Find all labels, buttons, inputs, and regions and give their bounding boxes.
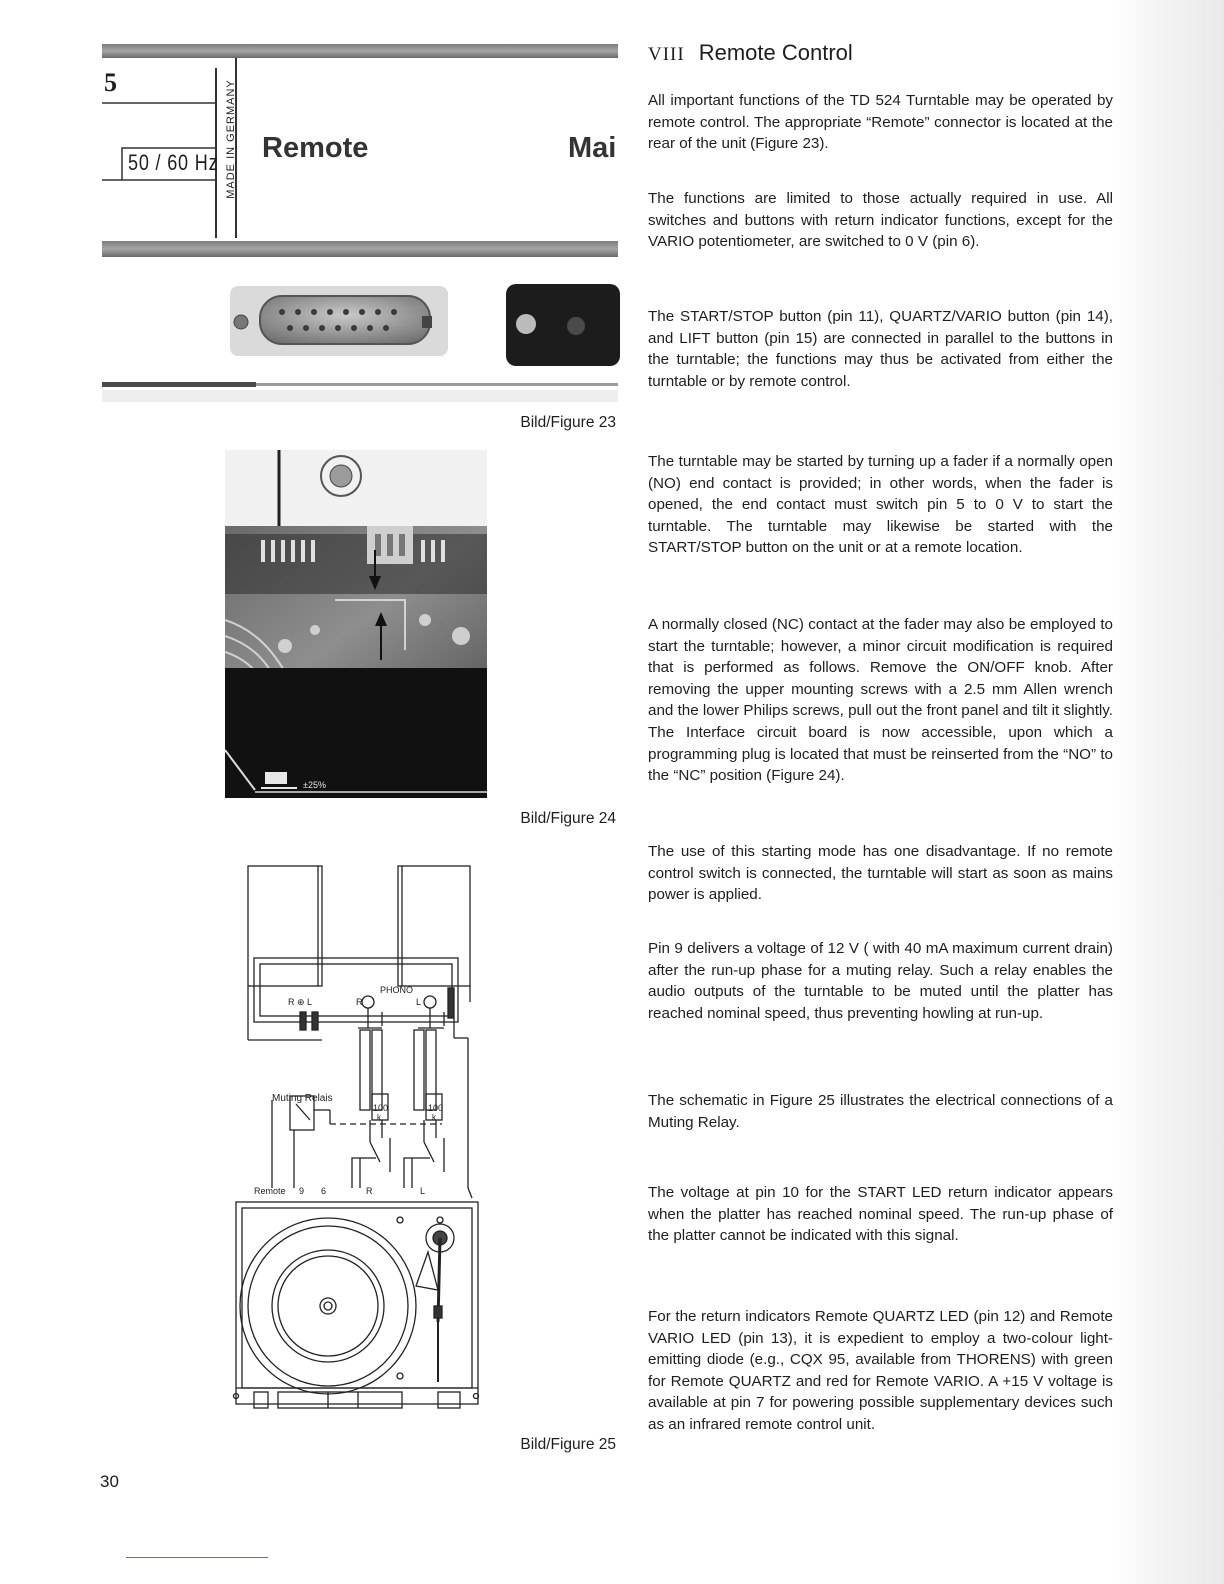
phono-r-label: R: [356, 997, 363, 1007]
paragraph-schematic: The schematic in Figure 25 illustrates the electrical connections of a Muting Relay.: [648, 1092, 1113, 1131]
remote-connector-schematic-label: Remote: [254, 1186, 286, 1196]
resistor-right-value: 100: [428, 1103, 444, 1113]
speaker-rl-label: R ⊕ L: [288, 997, 313, 1007]
made-in-germany-label-wrap: [222, 74, 240, 204]
remote-connector-label: Remote: [262, 132, 369, 164]
paragraph-buttons: The START/STOP button (pin 11), QUARTZ/VARIO button (pin 14), and LIFT button (pin 15) are connected in parallel to the buttons in the turntable; the functions may thus be activated from either the turntable or by remote control.: [648, 308, 1113, 390]
pin-6-label: 6: [321, 1186, 327, 1196]
figure-25-caption: Bild/Figure 25: [520, 1436, 616, 1453]
right-speaker-box: [398, 866, 470, 986]
figure-24-photo: [225, 450, 487, 798]
page-number: 30: [100, 1472, 119, 1491]
paragraph-return-indicators: For the return indicators Remote QUARTZ LED (pin 12) and Remote VARIO LED (pin 13), it is expedient to employ a two-colour light-emitting diode (e.g., CQX 95, available from THORENS) with green for Remote QUARTZ and red for Remote VARIO. A +15 V voltage is available at pin 7 for powering possible supplementary devices such as an infrared remote control unit.: [648, 1308, 1113, 1433]
section-number: VIII: [648, 44, 685, 65]
resistor-left-unit: k: [377, 1113, 381, 1122]
phono-label: PHONO: [380, 985, 414, 995]
figure-23-caption: Bild/Figure 23: [520, 414, 616, 431]
paragraph-fader-no: The turntable may be started by turning up a fader if a normally open (NO) end contact is provided; in other words, when the fader is opened, the end contact must switch pin 5 to 0 V to start the turntable. The turntable may likewise be started with the START/STOP button on the unit or at a remote location.: [648, 453, 1113, 557]
frequency-label: 50 / 60 Hz: [128, 150, 219, 175]
phono-l-label: L: [416, 997, 422, 1007]
paragraph-start-led: The voltage at pin 10 for the START LED return indicator appears when the platter has reached nominal speed. The run-up phase of the platter cannot be indicated with this signal.: [648, 1184, 1113, 1245]
paragraph-fader-nc: A normally closed (NC) contact at the fader may also be employed to start the turntable; however, a minor circuit modification is required that is performed as follows. Remove the ON/OFF knob. After removing the upper mounting screws with a 2.5 mm Allen wrench and the lower Philips screws, pull out the front panel and tilt it slightly. The Interface circuit board is now accessible, upon which a programming plug is located that must be reinserted from the “NO” to the “NC” position (Figure 24).: [648, 616, 1113, 785]
resistor-left-value: 100: [373, 1103, 389, 1113]
figure-23-photo: [100, 40, 620, 412]
pin-9-label: 9: [299, 1186, 305, 1196]
paragraph-pin9: Pin 9 delivers a voltage of 12 V ( with 40 mA maximum current drain) after the run-up phase for a muting relay. Such a relay enables the audio outputs of the turntable to be muted until the platter has reached nominal speed, thus preventing howling at run-up.: [648, 940, 1113, 1022]
figure-23-panel-fragment: 5: [104, 68, 117, 97]
section-title: Remote Control: [698, 40, 853, 65]
page-edge-shadow: [1112, 0, 1224, 1584]
left-speaker-box: [248, 866, 322, 986]
section-heading: [648, 40, 853, 66]
output-r-label: R: [366, 1186, 373, 1196]
footer-rule: [126, 1557, 268, 1558]
output-l-label: L: [420, 1186, 426, 1196]
pitch-range-label: ±25%: [303, 780, 326, 790]
paragraph-functions: The functions are limited to those actually required in use. All switches and buttons with return indicator functions, except for the VARIO potentiometer, are switched to 0 V (pin 6).: [648, 190, 1113, 251]
paragraph-disadvantage: The use of this starting mode has one disadvantage. If no remote control switch is connected, the turntable will start as soon as mains power is applied.: [648, 843, 1113, 904]
muting-relay-label: Muting Relais: [272, 1093, 333, 1104]
mains-label-fragment: Mai: [568, 132, 617, 164]
resistor-right-unit: k: [432, 1113, 436, 1122]
made-in-germany-label: MADE IN GERMANY: [225, 79, 238, 199]
paragraph-intro: All important functions of the TD 524 Turntable may be operated by remote control. The appropriate “Remote” connector is located at the rear of the unit (Figure 23).: [648, 92, 1113, 153]
figure-24-caption: Bild/Figure 24: [520, 810, 616, 827]
figure-25-schematic: [232, 862, 482, 1422]
